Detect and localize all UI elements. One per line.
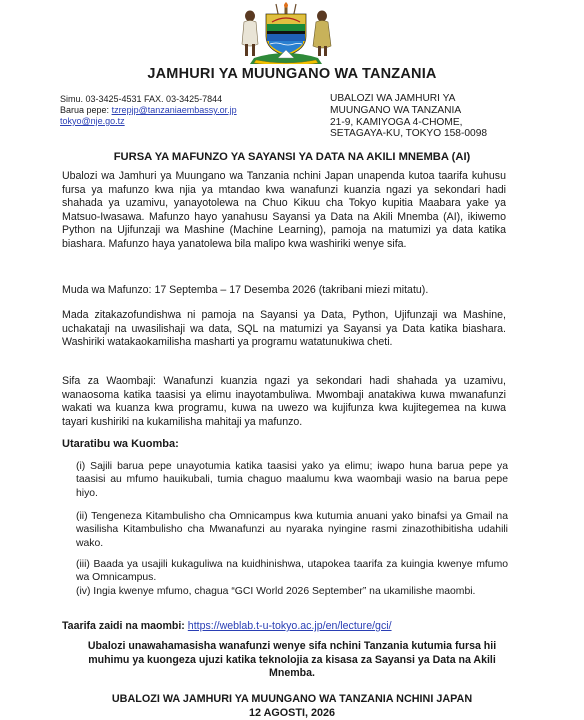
phone-fax: Simu. 03-3425-4531 FAX. 03-3425-7844 bbox=[60, 94, 223, 104]
more-info-label: Taarifa zaidi na maombi: bbox=[62, 620, 185, 632]
signature-date: 12 AGOSTI, 2026 bbox=[248, 707, 336, 719]
email-link-nje[interactable]: tokyo@nje.go.tz bbox=[60, 116, 125, 126]
email-line-2 bbox=[60, 116, 237, 127]
address-line: UBALOZI WA JAMHURI YA bbox=[330, 93, 456, 104]
address-block bbox=[330, 93, 487, 140]
address-line: 21-9, KAMIYOGA 4-CHOME, bbox=[330, 116, 463, 128]
procedure-step: (ii) Tengeneza Kitambulisho cha Omnicampus kwa kutumia anuani yako binafsi ya Gmail na wasilisha Kitambulisho cha Mwanafunzi au nyaraka nyingine rasmi zinazothibitisha udahili wako. bbox=[76, 511, 508, 549]
procedure-step: (iv) Ingia kwenye mfumo, chagua “GCI World 2026 September” na ukamilishe maombi. bbox=[76, 586, 476, 597]
duration-paragraph: Muda wa Mafunzo: 17 Septemba – 17 Desemba 2026 (takribani miezi mitatu). bbox=[62, 284, 429, 296]
country-heading: JAMHURI YA MUUNGANO WA TANZANIA bbox=[147, 66, 437, 82]
address-line: SETAGAYA-KU, TOKYO 158-0098 bbox=[330, 128, 488, 140]
eligibility-paragraph: Sifa za Waombaji: Wanafunzi kuanzia ngazi ya sekondari hadi shahada ya uzamivu, wanaosoma katika taasisi ya elimu inayotambuliwa. Mwombaji anatakiwa kuwa mwanafunzi wakati wa kuanza kwa programu, kuwa na uwezo wa kujifunza kwa kujitegemea na kuwa tayari kushiriki na kukamilisha mahitaji ya mafunzo. bbox=[62, 375, 506, 428]
signature-organization: UBALOZI WA JAMHURI YA MUUNGANO WA TANZANIA NCHINI JAPAN bbox=[111, 693, 473, 705]
document-title: FURSA YA MAFUNZO YA SAYANSI YA DATA NA AKILI MNEMBA (AI) bbox=[113, 151, 471, 163]
application-procedure-heading: Utaratibu wa Kuomba: bbox=[62, 438, 179, 450]
procedure-step: (i) Sajili barua pepe unayotumia katika taasisi yako ya elimu; iwapo huna barua pepe ya taasisi au mfumo hauikubali, tumia chaguo maalumu kwa waombaji wasio na barua pepe hiyo. bbox=[76, 461, 508, 499]
intro-paragraph: Ubalozi wa Jamhuri ya Muungano wa Tanzania nchini Japan unapenda kutoa taarifa kuhusu fursa ya mafunzo kwa njia ya mtandao kwa wanafunzi kuanzia ngazi ya sekondari hadi shahada ya uzamivu, yanayotolewa na Chuo Kikuu cha Tokyo kupitia Maabara yake ya Matsuo-Iwasawa. Mafunzo hayo yanahusu Sayansi ya Data na Akili Mnemba (AI), ikiwemo Python na Ujifunzaji wa Mashine (Machine Learning), pamoja na matumizi ya data katika biashara. Mafunzo haya yanatolewa bila malipo kwa washiriki wenye sifa. bbox=[62, 170, 506, 250]
email-label: Barua pepe: bbox=[60, 105, 110, 115]
address-line: MUUNGANO WA TANZANIA bbox=[330, 104, 462, 116]
closing-statement: Ubalozi unawahamasisha wanafunzi wenye sifa nchini Tanzania kutumia fursa hii muhimu ya kuongeza ujuzi katika teknolojia za kisasa za Sayansi ya Data na Akili Mnemba. bbox=[87, 640, 497, 679]
content-paragraph: Mada zitakazofundishwa ni pamoja na Sayansi ya Data, Python, Ujifunzaji wa Mashine, uchakataji na uwasilishaji wa data, SQL na matumizi ya Sayansi ya Data katika biashara. Washiriki watakaokamilisha masharti ya programu watatunukiwa cheti. bbox=[62, 309, 506, 348]
email-link-embassy[interactable]: tzrepjp@tanzaniaembassy.or.jp bbox=[111, 105, 237, 115]
more-info-line bbox=[62, 620, 392, 632]
email-line bbox=[60, 105, 237, 116]
tanzania-coat-of-arms-icon bbox=[236, 2, 336, 64]
contact-block bbox=[60, 94, 237, 127]
application-link[interactable]: https://weblab.t-u-tokyo.ac.jp/en/lecture/gci/ bbox=[187, 620, 392, 632]
procedure-step: (iii) Baada ya usajili kukaguliwa na kuidhinishwa, utapokea taarifa za kuingia kwenye mfumo wa Omnicampus. bbox=[76, 559, 508, 584]
